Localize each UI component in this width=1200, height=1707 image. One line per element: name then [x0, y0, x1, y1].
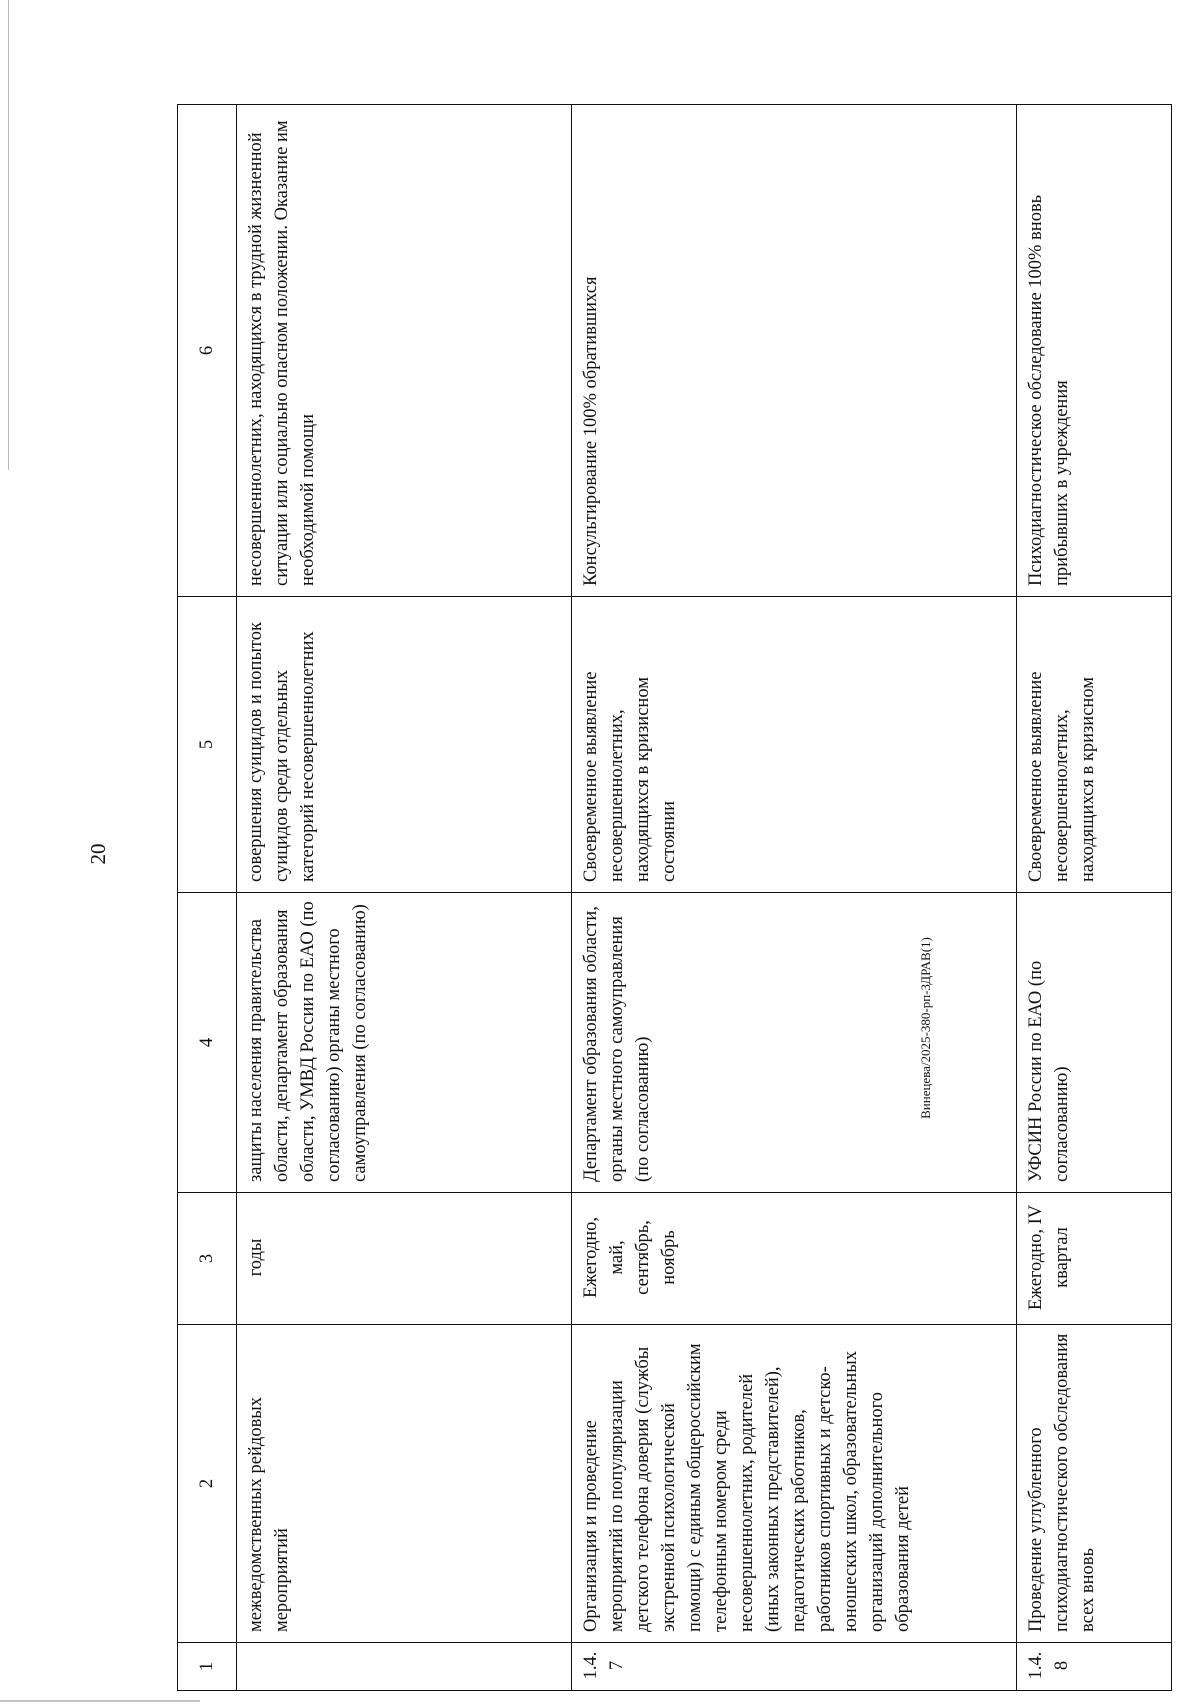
event-cell: межведомственных рейдовых мероприятий	[237, 1325, 572, 1643]
table-row	[237, 105, 572, 1691]
result-cell: Своевременное выявление несовершеннолетних, находящихся в кризисном состоянии	[572, 597, 1017, 893]
table-row	[1017, 105, 1172, 1691]
scan-edge-bottom	[0, 1700, 200, 1702]
plan-table-container	[177, 105, 1098, 1691]
column-number-3: 3	[178, 1193, 237, 1325]
table-header-row	[178, 105, 237, 1691]
item-number: 1.4.7	[572, 1643, 1017, 1691]
event-cell: Проведение углубленного психодиагностического обследования всех вновь	[1017, 1325, 1172, 1643]
plan-table	[177, 104, 1172, 1691]
event-cell: Организация и проведение мероприятий по популяризации детского телефона доверия (службы экстренной психологической помощи) с единым общероссийским телефонным номером среди несовершеннолетних, родителей (иных законных представителей), педагогических работников, работников спортивных и детско-юношеских школ, образовательных организаций дополнительного образования детей	[572, 1325, 1017, 1643]
table-row	[572, 105, 1017, 1691]
document-code: Винецева/2025-380-рп-ЗДРАВ(1)	[918, 937, 933, 1119]
column-number-6: 6	[178, 105, 237, 597]
executor-cell: УФСИН России по ЕАО (по согласованию)	[1017, 893, 1172, 1193]
term-cell: Ежегодно, май, сентябрь, ноябрь	[572, 1193, 1017, 1325]
scan-edge	[8, 0, 9, 470]
indicator-cell: Психодиагностическое обследование 100% вновь прибывших в учреждения	[1017, 105, 1172, 597]
column-number-1: 1	[178, 1643, 237, 1691]
term-cell: Ежегодно, IV квартал	[1017, 1193, 1172, 1325]
column-number-4: 4	[178, 893, 237, 1193]
result-cell: совершения суицидов и попыток суицидов среди отдельных категорий несовершеннолетних	[237, 597, 572, 893]
item-number: 1.4.8	[1017, 1643, 1172, 1691]
page-number: 20	[86, 843, 110, 865]
indicator-cell: Консультирование 100% обратившихся	[572, 105, 1017, 597]
indicator-cell: несовершеннолетних, находящихся в трудной жизненной ситуации или социально опасном положении. Оказание им необходимой помощи	[237, 105, 572, 597]
item-number	[237, 1643, 572, 1691]
column-number-2: 2	[178, 1325, 237, 1643]
executor-cell: защиты населения правительства области, департамент образования области, УМВД России по ЕАО (по согласованию) органы местного самоуправления (по согласованию)	[237, 893, 572, 1193]
result-cell: Своевременное выявление несовершеннолетних, находящихся в кризисном	[1017, 597, 1172, 893]
executor-cell: Департамент образования области, органы местного самоуправления (по согласованию)	[572, 893, 1017, 1193]
column-number-5: 5	[178, 597, 237, 893]
term-cell: годы	[237, 1193, 572, 1325]
